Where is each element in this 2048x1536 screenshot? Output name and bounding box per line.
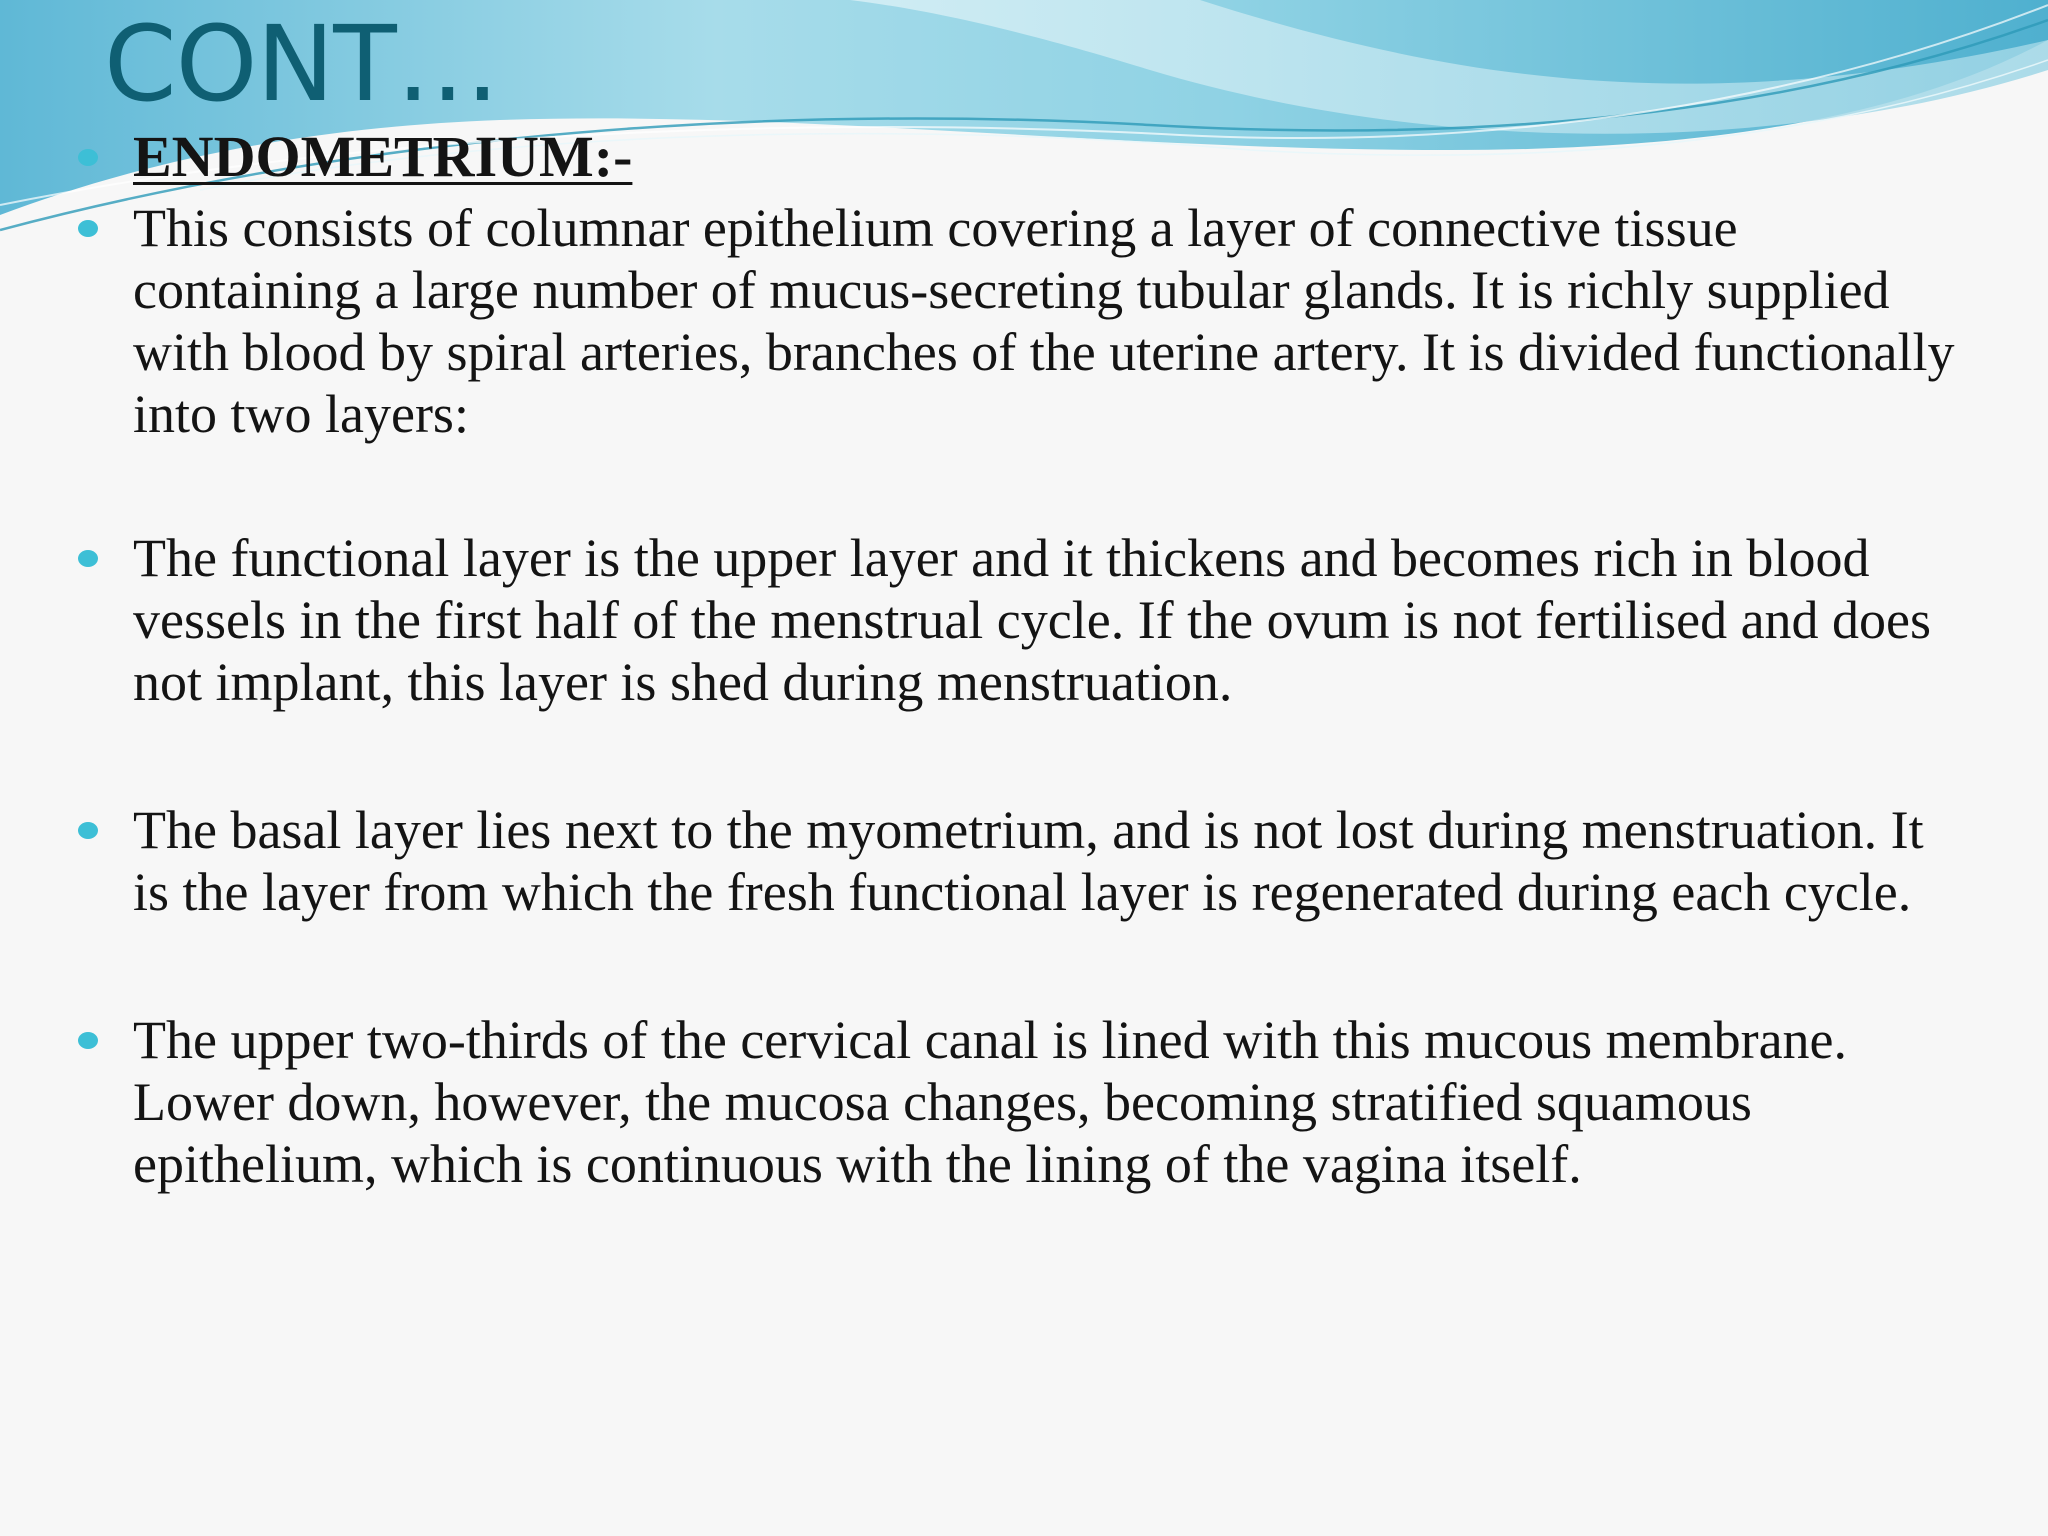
bullet-item-endometrium-heading — [0, 126, 1963, 189]
bullet-dot-icon — [78, 822, 98, 839]
bullet-item-cervical-canal — [0, 1009, 1963, 1195]
section-heading: ENDOMETRIUM:- — [133, 124, 633, 189]
bullet-item-functional-layer — [0, 527, 1963, 713]
bullet-list — [0, 126, 2048, 1195]
bullet-dot-icon — [78, 550, 98, 567]
bullet-dot-icon — [78, 1032, 98, 1049]
bullet-text: This consists of columnar epithelium covering a layer of connective tissue containing a large number of mucus-secreting tubular glands. It is richly supplied with blood by spiral arteries, branches of the uterine artery. It is divided functionally into two layers: — [133, 198, 1955, 444]
bullet-dot-icon — [78, 220, 98, 237]
bullet-item-basal-layer — [0, 799, 1963, 923]
bullet-text: The functional layer is the upper layer and it thickens and becomes rich in blood vessels in the first half of the menstrual cycle. If the ovum is not fertilised and does not implant, this layer is shed during menstruation. — [133, 528, 1932, 712]
bullet-item-endometrium-description — [0, 197, 1963, 445]
bullet-text: The basal layer lies next to the myometrium, and is not lost during menstruation. It is the layer from which the fresh functional layer is regenerated during each cycle. — [133, 800, 1924, 922]
slide-title: CONT… — [104, 3, 499, 125]
bullet-dot-icon — [78, 149, 98, 166]
bullet-text: The upper two-thirds of the cervical canal is lined with this mucous membrane. Lower down, however, the mucosa changes, becoming stratified squamous epithelium, which is continuous with the lining of the vagina itself. — [133, 1010, 1847, 1194]
